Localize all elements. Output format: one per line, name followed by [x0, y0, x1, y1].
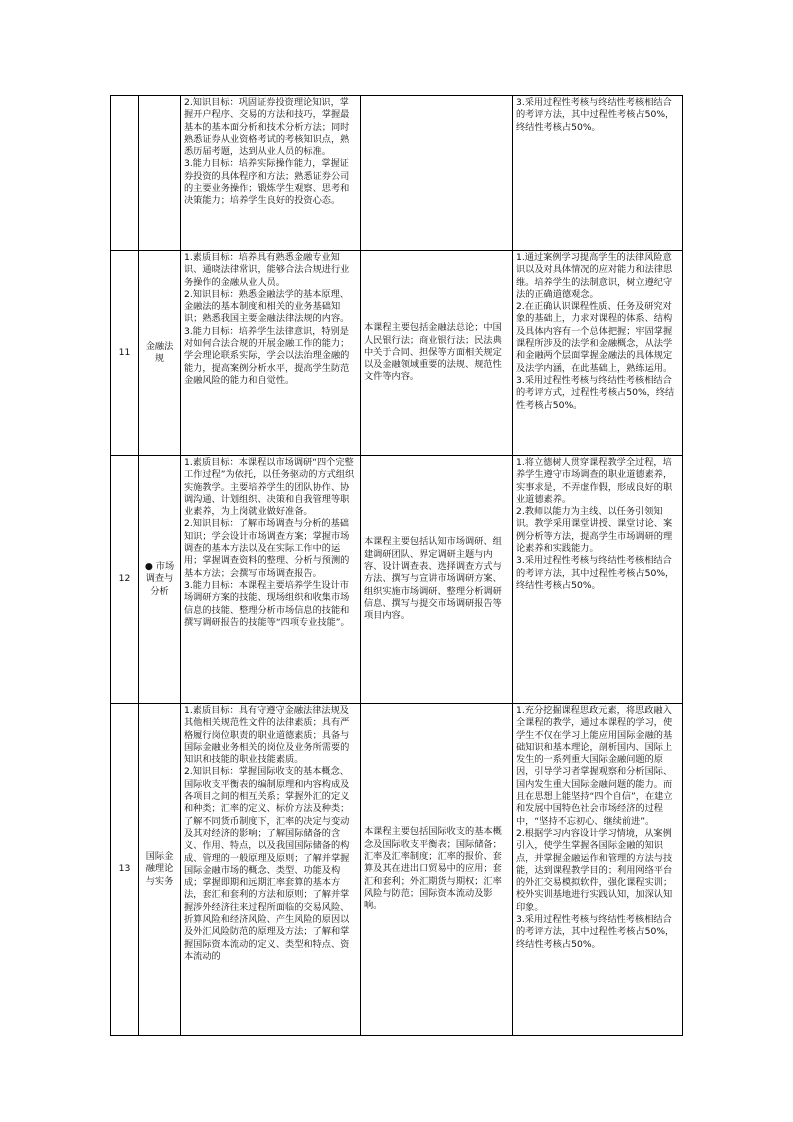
requirement-item: 1.通过案例学习提高学生的法律风险意识以及对具体情况的应对能力和法律思维。培养学生的法制意识，树立遵纪守法的正确道德观念。 [516, 252, 673, 300]
requirement-item: 1.充分挖掘课程思政元素，将思政融入全课程的教学，通过本课程的学习，使学生不仅在学习上能应用国际金融的基础知识和基本理论，剖析国内、国际上发生的一系列重大国际金融问题的原因，引导学习者掌握观察和分析国际、国内发生重大国际金融问题的能力。而且在思想上能坚持“四个自信”，在建立和发展中国特色社会市场经济的过程中，“坚持不忘初心、继续前进”。 [516, 705, 673, 827]
goal-item: 1.素质目标：具有守遵守金融法律法规及其他相关规范性文件的法律素质；具有严格履行岗位职责的职业道德素质；具备与国际金融业务相关的岗位及业务所需要的知识和技能的职业技能素质。 [184, 705, 350, 766]
course-requirements [513, 251, 683, 456]
requirement-item: 3.采用过程性考核与终结性考核相结合的考评方式，过程性考核占50%，终结性考核占50%。 [516, 374, 675, 411]
course-name [139, 96, 181, 251]
course-goals [181, 251, 361, 456]
requirement-item: 3.采用过程性考核与终结性考核相结合的考评方法，其中过程性考核占50%，终结性考核占50%。 [516, 914, 675, 950]
goal-item: 3.能力目标：本课程主要培养学生设计市场调研方案的技能、现场组织和收集市场信息的技能、整理分析市场信息的技能和撰写调研报告的技能等“四项专业技能”。 [184, 579, 350, 628]
course-goals [181, 96, 361, 251]
course-table [110, 95, 683, 1036]
course-name: 国际金融理论与实务 [139, 704, 181, 1036]
course-content: 本课程主要包括认知市场调研、组建调研团队、界定调研主题与内容、设计调查表、选择调查方式与方法、撰写与宣讲市场调研方案、组织实施市场调研、整理分析调研信息、撰写与提交市场调研报告等项目内容。 [361, 456, 513, 704]
goal-item: 1.素质目标：培养具有熟悉金融专业知识、通晓法律常识，能够合法合规进行业务操作的金融从业人员。 [184, 252, 350, 288]
table-row [111, 456, 683, 704]
goal-item: 2.知识目标：巩固证券投资理论知识，掌握开户程序、交易的方法和技巧，掌握最基本的基本面分析和技术分析方法；同时熟悉证券从业资格考试的考核知识点，熟悉历届考题，达到从业人员的标准。 [184, 97, 350, 158]
goal-item: 2.知识目标：熟悉金融法学的基本原理、金融法的基本制度和相关的业务基础知识；熟悉我国主要金融法律法规的内容。 [184, 288, 350, 325]
requirement-item: 2.教师以能力为主线、以任务引领知识。教学采用课堂讲授、课堂讨论、案例分析等方法，提高学生市场调研的理论素养和实践能力。 [516, 506, 673, 555]
course-requirements [513, 96, 683, 251]
course-content: 本课程主要包括国际收支的基本概念及国际收支平衡表；国际储备；汇率及汇率制度；汇率的报价、套算及其在进出口贸易中的应用；套汇和套利；外汇期货与期权；汇率风险与防范；国际资本流动及影响。 [361, 704, 513, 1036]
requirement-item: 3.采用过程性考核与终结性考核相结合的考评方法，其中过程性考核占50%，终结性考核占50%。 [516, 97, 675, 133]
course-number: 11 [111, 251, 139, 456]
course-number: 13 [111, 704, 139, 1036]
course-content: 本课程主要包括金融法总论；中国人民银行法；商业银行法；民法典中关于合同、担保等方面相关规定以及金融领域重要的法规、规范性文件等内容。 [361, 251, 513, 456]
requirement-item: 3.采用过程性考核与终结性考核相结合的考评方法，其中过程性考核占50%，终结性考核占50%。 [516, 555, 675, 591]
course-goals [181, 456, 361, 704]
requirement-item: 2.在正确认识课程性质、任务及研究对象的基础上，力求对课程的体系、结构及具体内容有一个总体把握；牢固掌握课程所涉及的法学和金融概念，从法学和金融两个层面掌握金融法的具体规定及法学内涵，在此基础上，熟练运用。 [516, 301, 673, 374]
requirement-item: 1.将立德树人贯穿课程教学全过程，培养学生遵守市场调查的职业道德素养，实事求是，不弄虚作假，形成良好的职业道德素养。 [516, 457, 673, 505]
course-goals [181, 704, 361, 1036]
requirement-item: 2.根据学习内容设计学习情境，从案例引入，使学生掌握各国际金融的知识点，并掌握金融运作和管理的方法与技能，达到课程教学目的；利用网络平台的外汇交易模拟软件，强化课程实训；校外实训基地进行实践认知，加深认知印象。 [516, 827, 673, 913]
course-name: ● 市场调查与分析 [139, 456, 181, 704]
goal-item: 2.知识目标：了解市场调查与分析的基础知识；学会设计市场调查方案；掌握市场调查的基本方法以及在实际工作中的运用；掌握调查资料的整理、分析与预测的基本方法；会撰写市场调查报告。 [184, 518, 350, 579]
course-requirements [513, 704, 683, 1036]
goal-item: 3.能力目标：培养实际操作能力，掌握证券投资的具体程序和方法；熟悉证券公司的主要业务操作；锻炼学生观察、思考和决策能力；培养学生良好的投资心态。 [184, 158, 350, 207]
table-row [111, 251, 683, 456]
course-number: 12 [111, 456, 139, 704]
goal-item: 2.知识目标：掌握国际收支的基本概念、国际收支平衡表的编制原理和内容构成及各项目之间的相互关系；掌握外汇的定义和种类；汇率的定义、标价方法及种类；了解不同货币制度下，汇率的决定与变动及其对经济的影响；了解国际储备的含义、作用、特点，以及我国国际储备的构成、管理的一般原理及原则；了解并掌握国际金融市场的概念、类型、功能及构成；掌握即期和远期汇率套算的基本方法，套汇和套利的方法和原则；了解并掌握涉外经济往来过程所面临的交易风险、折算风险和经济风险、产生风险的原因以及外汇风险防范的原理及方法；了解和掌握国际资本流动的定义、类型和特点、资本流动的 [184, 766, 350, 962]
course-name: 金融法规 [139, 251, 181, 456]
course-content [361, 96, 513, 251]
table-row [111, 704, 683, 1036]
course-number [111, 96, 139, 251]
goal-item: 1.素质目标：本课程以市场调研“四个完整工作过程”为依托，以任务驱动的方式组织实施教学。主要培养学生的团队协作、协调沟通、计划组织、决策和自我管理等职业素养，为上岗就业做好准备。 [184, 457, 355, 518]
table-row [111, 96, 683, 251]
goal-item: 3.能力目标：培养学生法律意识，特别是对如何合法合规的开展金融工作的能力；学会理论联系实际，学会以法治理金融的能力，提高案例分析水平，提高学生防范金融风险的能力和自觉性。 [184, 325, 350, 386]
course-requirements [513, 456, 683, 704]
